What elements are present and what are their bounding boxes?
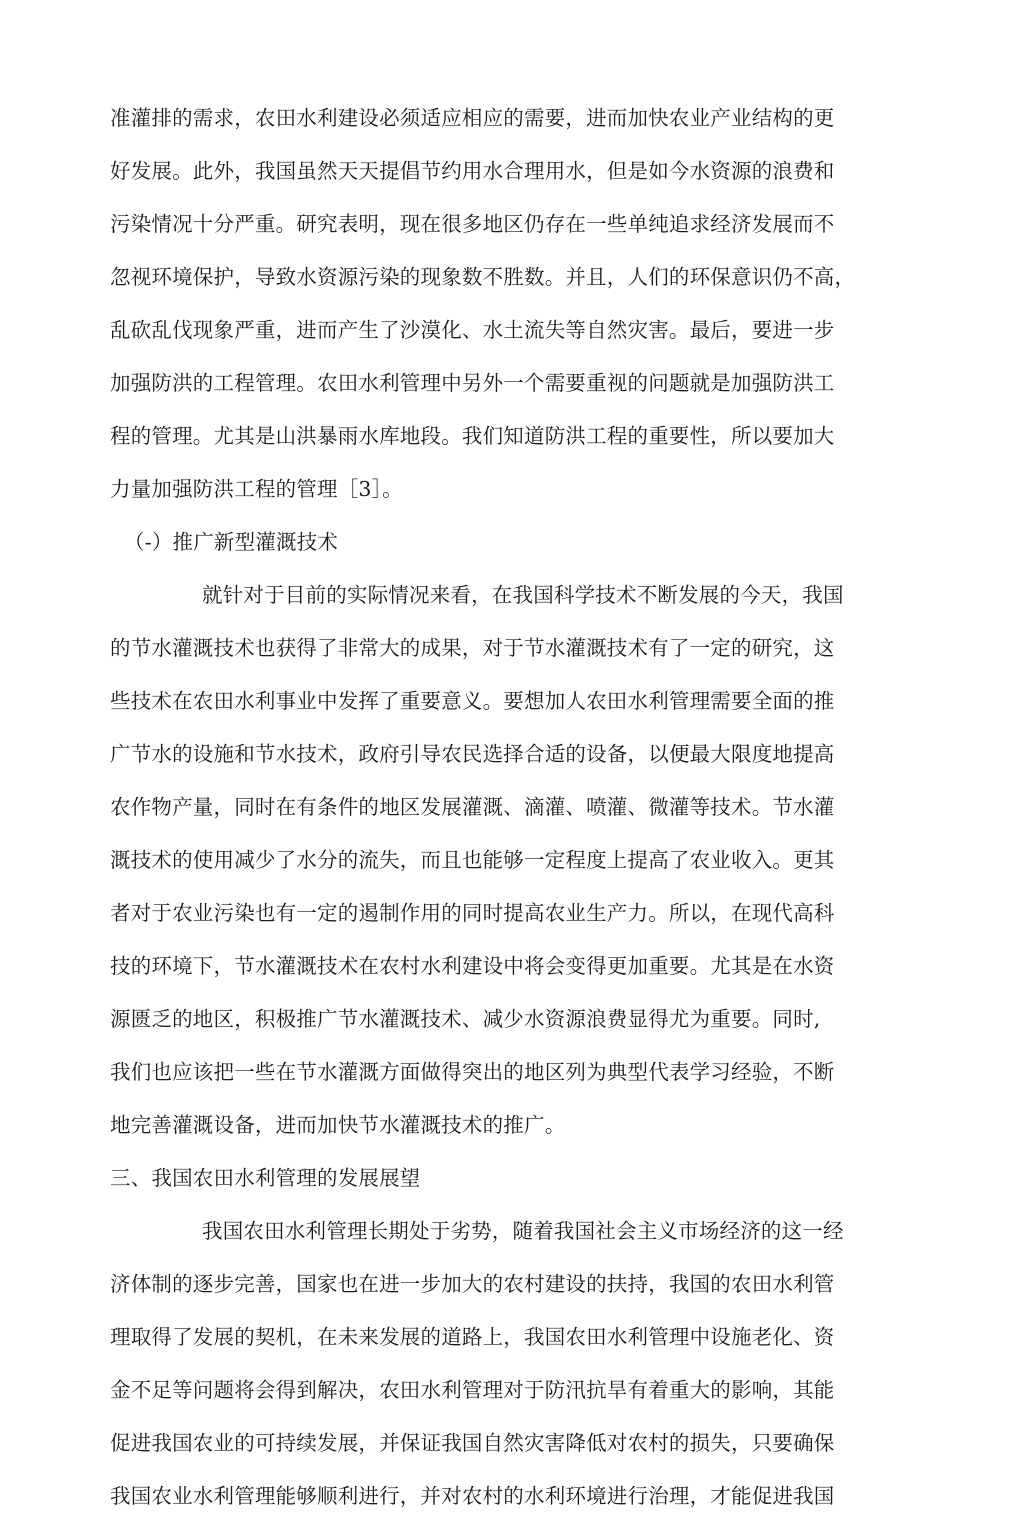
text-line: 金不足等问题将会得到解决，农田水利管理对于防汛抗旱有着重大的影响，其能 (110, 1378, 835, 1402)
section-heading: （-）推广新型灌溉技术 (124, 530, 339, 554)
text-line: 农作物产量，同时在有条件的地区发展灌溉、滴灌、喷灌、微灌等技术。节水灌 (110, 795, 835, 819)
text-line: 好发展。此外，我国虽然天天提倡节约用水合理用水，但是如今水资源的浪费和 (110, 159, 835, 183)
text-line: 我们也应该把一些在节水灌溉方面做得突出的地区列为典型代表学习经验，不断 (110, 1060, 835, 1084)
text-line: 的节水灌溉技术也获得了非常大的成果，对于节水灌溉技术有了一定的研究，这 (110, 636, 835, 660)
text-line: 些技术在农田水利事业中发挥了重要意义。要想加人农田水利管理需要全面的推 (110, 689, 835, 713)
paragraph-first-line: 就针对于目前的实际情况来看，在我国科学技术不断发展的今天，我国 (202, 583, 844, 607)
text-line: 准灌排的需求，农田水利建设必须适应相应的需要，进而加快农业产业结构的更 (110, 106, 835, 130)
text-line: 广节水的设施和节水技术，政府引导农民选择合适的设备，以便最大限度地提高 (110, 742, 835, 766)
text-line: 源匮乏的地区，积极推广节水灌溉技术、减少水资源浪费显得尤为重要。同时, (110, 1007, 821, 1031)
text-line: 者对于农业污染也有一定的遏制作用的同时提高农业生产力。所以，在现代高科 (110, 901, 835, 925)
text-line: 理取得了发展的契机，在未来发展的道路上，我国农田水利管理中设施老化、资 (110, 1325, 835, 1349)
text-line: 污染情况十分严重。研究表明，现在很多地区仍存在一些单纯追求经济发展而不 (110, 212, 835, 236)
text-line: 技的环境下，节水灌溉技术在农村水利建设中将会变得更加重要。尤其是在水资 (110, 954, 835, 978)
text-line: 乱砍乱伐现象严重，进而产生了沙漠化、水土流失等自然灾害。最后，要进一步 (110, 318, 835, 342)
text-line: 加强防洪的工程管理。农田水利管理中另外一个需要重视的问题就是加强防洪工 (110, 371, 835, 395)
text-line: 济体制的逐步完善，国家也在进一步加大的农村建设的扶持，我国的农田水利管 (110, 1272, 835, 1296)
text-line: 力量加强防洪工程的管理［3］。 (110, 477, 403, 501)
text-line: 忽视环境保护，导致水资源污染的现象数不胜数。并且，人们的环保意识仍不高， (110, 265, 856, 289)
text-line: 促进我国农业的可持续发展，并保证我国自然灾害降低对农村的损失，只要确保 (110, 1431, 835, 1455)
text-line: 程的管理。尤其是山洪暴雨水库地段。我们知道防洪工程的重要性，所以要加大 (110, 424, 835, 448)
text-line: 地完善灌溉设备，进而加快节水灌溉技术的推广。 (110, 1113, 566, 1137)
document-page (110, 92, 894, 1523)
text-line: 溉技术的使用减少了水分的流失，而且也能够一定程度上提高了农业收入。更其 (110, 848, 835, 872)
section-heading: 三、我国农田水利管理的发展展望 (110, 1166, 421, 1190)
paragraph-first-line: 我国农田水利管理长期处于劣势，随着我国社会主义市场经济的这一经 (202, 1219, 844, 1243)
text-line: 我国农业水利管理能够顺利进行，并对农村的水利环境进行治理，才能促进我国 (110, 1484, 835, 1508)
